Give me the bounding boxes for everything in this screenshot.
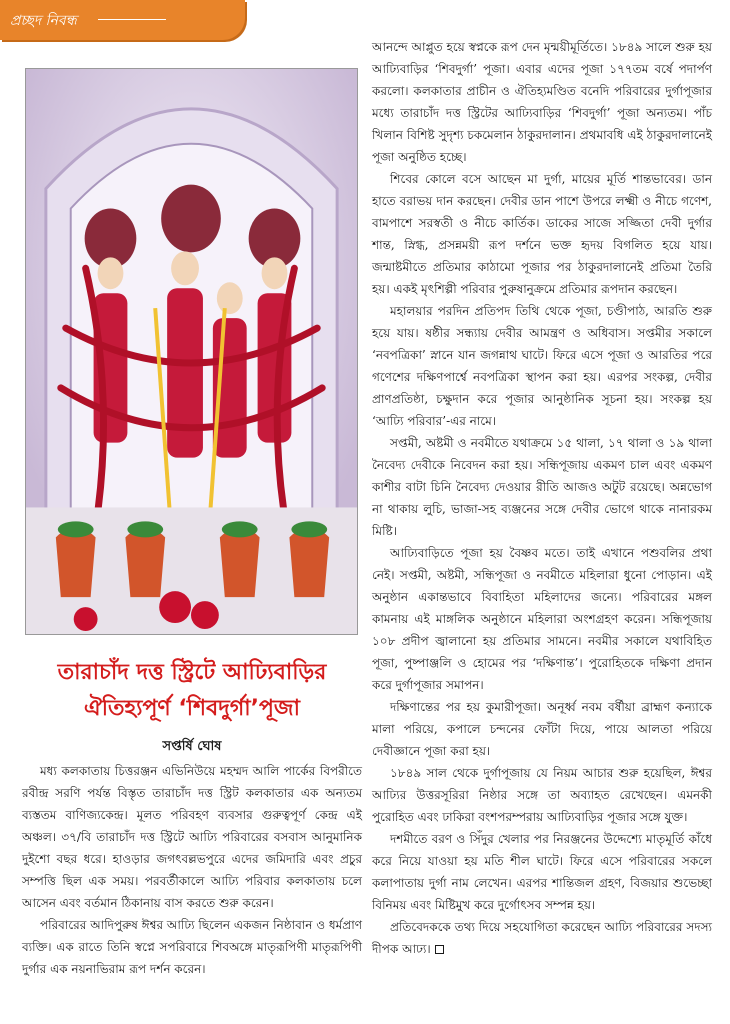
paragraph: শিবের কোলে বসে আছেন মা দুর্গা, মায়ের মূর্তি শান্তভাবের। ডান হাতে বরাভয় দান করছেন। দেবীর ডান পাশে উপরে লক্ষ্মী ও নীচে গণেশ, বামপাশে সরস্বতী ও নীচে কার্তিক। ডাকের সাজে সজ্জিতা দেবী দুর্গার শান্ত, স্নিগ্ধ, প্রসন্নময়ী রূপ দর্শনে ভক্ত হৃদয় বিগলিত হয়ে যায়। জন্মাষ্টমীতে প্রতিমার কাঠামো পূজার পর ঠাকুরদালানেই প্রতিমা তৈরি হয়। একই মৃৎশিল্পী পরিবার পুরুষানুক্রমে প্রতিমার রূপদান করছেন। [372, 172, 712, 296]
author-byline: সপ্তর্ষি ঘোষ [162, 739, 222, 754]
paragraph: আনন্দে আপ্লুত হয়ে স্বপ্নকে রূপ দেন মৃন্ময়ীমূর্তিতে। ১৮৪৯ সালে শুরু হয় আঢ্যিবাড়ির ‘শিবদুর্গা’ পূজা। এবার এদের পূজা ১৭৭তম বর্ষে পদার্পণ করলো। কলকাতার প্রাচীন ও ঐতিহ্যমণ্ডিত বনেদি পরিবারের দুর্গাপূজার মধ্যে তারাচাঁদ দত্ত স্ট্রিটের আঢ্যিবাড়ির ‘শিবদুর্গা’ পূজা অন্যতম। পাঁচ খিলান বিশিষ্ট সুদৃশ্য চকমেলান ঠাকুরদালান। প্রথমাবধি এই ঠাকুরদালানেই পূজা অনুষ্ঠিত হচ্ছে। [372, 40, 712, 164]
idol-photo [25, 68, 358, 635]
article-title-line-2: ঐতিহ্যপূর্ণ ‘শিবদুর্গা’পূজা [84, 696, 300, 721]
section-label: প্রচ্ছদ নিবন্ধ [10, 13, 77, 29]
closing-paragraph [372, 916, 712, 960]
section-tab [0, 0, 245, 40]
paragraph: দক্ষিণান্তের পর হয় কুমারীপূজা। অনূর্ধ্ব নবম বর্ষীয়া ব্রাহ্মণ কন্যাকে মালা পরিয়ে, কপালে চন্দনের ফোঁটা দিয়ে, পায়ে আলতা পরিয়ে দেবীজ্ঞানে পূজা করা হয়। [372, 700, 712, 758]
paragraph: দশমীতে বরণ ও সিঁদুর খেলার পর নিরঞ্জনের উদ্দেশ্যে মাতৃমূর্তি কাঁধে করে নিয়ে যাওয়া হয় মতি শীল ঘাটে। ফিরে এসে পরিবারের সকলে কলাপাতায় দুর্গা নাম লেখেন। এরপর শান্তিজল গ্রহণ, বিজয়ার শুভেচ্ছা বিনিময় এবং মিষ্টিমুখ করে দুর্গোৎসব সম্পন্ন হয়। [372, 832, 712, 912]
article-title-line-1: তারাচাঁদ দত্ত স্ট্রিটে আঢ্যিবাড়ির [57, 660, 327, 685]
paragraph: সপ্তমী, অষ্টমী ও নবমীতে যথাক্রমে ১৫ থালা, ১৭ থালা ও ১৯ থালা নৈবেদ্য দেবীকে নিবেদন করা হয়। সন্ধিপূজায় একমণ চাল এবং একমণ কাশীর বাটা চিনি নৈবেদ্য দেওয়ার রীতি আজও অটুট রয়েছে। অন্নভোগ না থাকায় লুচি, ভাজা-সহ ব্যঞ্জনের সঙ্গে দেবীর ভোগে থাকে নানারকম মিষ্টি। [372, 436, 712, 538]
paragraph: পরিবারের আদিপুরুষ ঈশ্বর আঢ্যি ছিলেন একজন নিষ্ঠাবান ও ধর্মপ্রাণ ব্যক্তি। এক রাতে তিনি স্বপ্নে সপরিবারে শিবঅঙ্গে মাতৃরূপিণী মাতৃরূপিণী দুর্গার এক নয়নাভিরাম রূপ দর্শন করেন। [22, 918, 362, 976]
paragraph: মধ্য কলকাতায় চিত্তরঞ্জন এভিনিউয়ে মহম্মদ আলি পার্কের বিপরীতে রবীন্দ্র সরণি পর্যন্ত বিস্তৃত তারাচাঁদ দত্ত স্ট্রিট কলকাতার এক অন্যতম ব্যস্ততম বাণিজ্যকেন্দ্র। মূলত পরিবহণ ব্যবসার গুরুত্বপূর্ণ কেন্দ্র এই অঞ্চল। ৩৭/বি তারাচাঁদ দত্ত স্ট্রিটে আঢ্যি পরিবারের বসবাস আনুমানিক দুইশো বছর ধরে। হাওড়ার জগৎবল্লভপুরে এদের জমিদারি এবং প্রচুর সম্পত্তি ছিল এক সময়। পরবর্তীকালে আঢ্যি পরিবার কলকাতায় চলে আসেন এবং বর্তমান ঠিকানায় বাস করতে শুরু করেন। [22, 764, 362, 910]
section-divider [98, 19, 166, 20]
paragraph: আঢ্যিবাড়িতে পূজা হয় বৈষ্ণব মতে। তাই এখানে পশুবলির প্রথা নেই। সপ্তমী, অষ্টমী, সন্ধিপূজা ও নবমীতে মহিলারা ধুনো পোড়ান। এই অনুষ্ঠান একান্তভাবে বিবাহিতা মহিলাদের জন্যে। পরিবারের মঙ্গল কামনায় এই মাঙ্গলিক অনুষ্ঠানে মহিলারা অংশগ্রহণ করেন। সন্ধিপূজায় ১০৮ প্রদীপ জ্বালানো হয় প্রতিমার সামনে। নবমীর সকালে যথাবিহিত পূজা, পুষ্পাঞ্জলি ও হোমের পর ‘দক্ষিণান্ত’। পুরোহিতকে দক্ষিণা প্রদান করে দুর্গাপূজার সমাপন। [372, 546, 712, 692]
paragraph: ১৮৪৯ সাল থেকে দুর্গাপূজায় যে নিয়ম আচার শুরু হয়েছিল, ঈশ্বর আঢ্যির উত্তরসূরিরা নিষ্ঠার সঙ্গে তা অব্যাহত রেখেছেন। এমনকী পুরোহিত এবং ঢাকিরা বংশপরম্পরায় আঢ্যিবাড়ির পূজার সঙ্গে যুক্ত। [372, 766, 712, 824]
left-column-text [22, 760, 362, 980]
idol-photo-illustration [26, 69, 357, 634]
paragraph-text: প্রতিবেদককে তথ্য দিয়ে সহযোগিতা করেছেন আঢ্যি পরিবারের সদস্য দীপক আঢ্য। [372, 920, 712, 956]
right-column-text [372, 36, 712, 960]
end-of-article-icon [435, 945, 444, 954]
article-title [22, 655, 362, 727]
paragraph: মহালয়ার পরদিন প্রতিপদ তিথি থেকে পূজা, চণ্ডীপাঠ, আরতি শুরু হয়ে যায়। ষষ্ঠীর সন্ধ্যায় দেবীর আমন্ত্রণ ও অধিবাস। সপ্তমীর সকালে ‘নবপত্রিকা’ স্নানে যান জগন্নাথ ঘাটে। ফিরে এসে পূজা ও আরতির পরে গণেশের দক্ষিণপার্শ্বে নবপত্রিকা স্থাপন করা হয়। এরপর সংকল্প, দেবীর প্রাণপ্রতিষ্ঠা, চক্ষুদান করে পূজার আনুষ্ঠানিক সূচনা হয়। সংকল্প হয় ‘আঢ্যি পরিবার’-এর নামে। [372, 304, 712, 428]
